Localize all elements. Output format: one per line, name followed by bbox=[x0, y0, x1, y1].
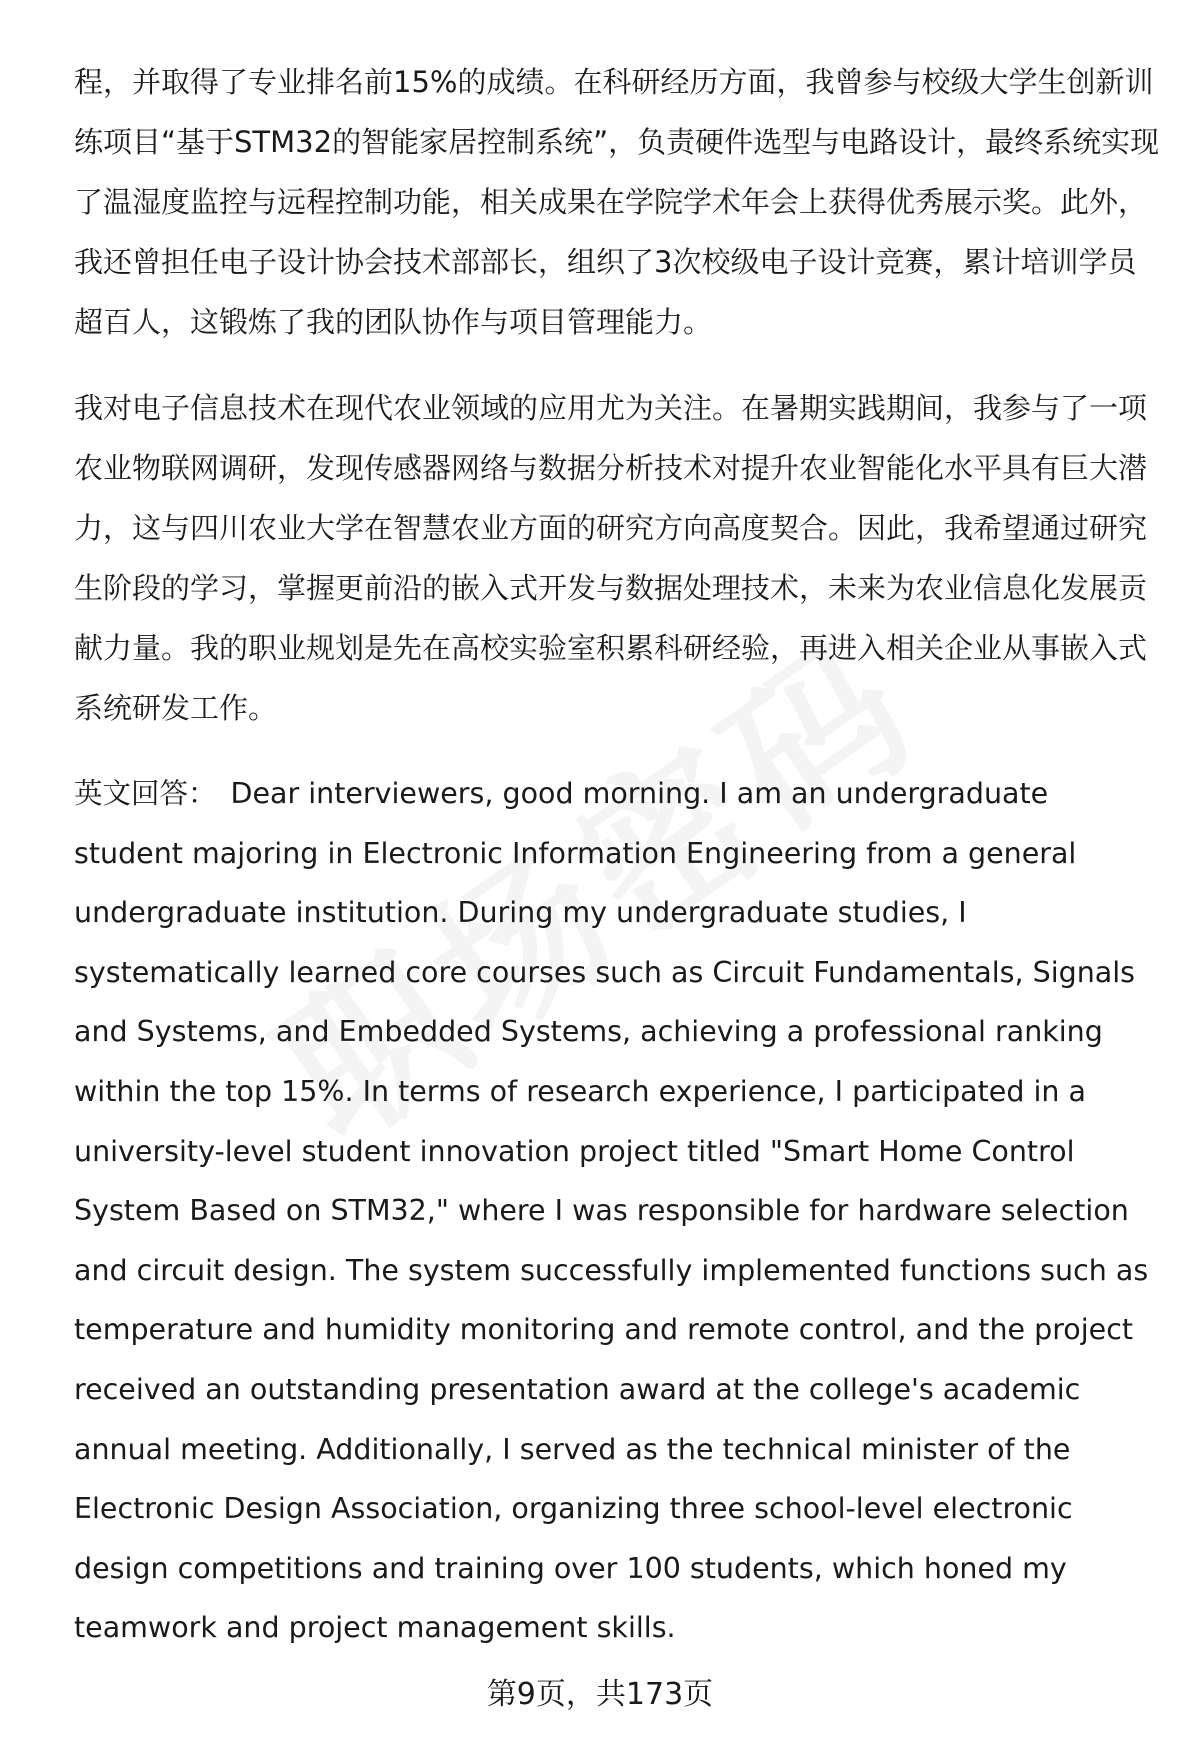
page-number-footer: 第9页，共173页 bbox=[486, 1677, 714, 1712]
english-answer-label: 英文回答： bbox=[74, 777, 217, 810]
english-answer-text: Dear interviewers, good morning. I am an undergraduate student majoring in Electronic Information Engineering from a general undergraduate institution. During my undergraduate studies, I systematically learned core courses such as Circuit Fundamentals, Signals and Systems, and Embedded Systems, achieving a professional ranking within the top 15%. In terms of research experience, I participated in a university-level student innovation project titled "Smart Home Control System Based on STM32," where I was responsible for hardware selection and circuit design. The system successfully implemented functions such as temperature and humidity monitoring and remote control, and the project received an outstanding presentation award at the college's academic annual meeting. Additionally, I served as the technical minister of the Electronic Design Association, organizing three school-level electronic design competitions and training over 100 students, which honed my teamwork and project management skills. bbox=[74, 777, 1149, 1645]
paragraph-chinese-1: 程，并取得了专业排名前15%的成绩。在科研经历方面，我曾参与校级大学生创新训练项目“基于STM32的智能家居控制系统”，负责硬件选型与电路设计，最终系统实现了温湿度监控与远程控制功能，相关成果在学院学术年会上获得优秀展示奖。此外，我还曾担任电子设计协会技术部部长，组织了3次校级电子设计竞赛，累计培训学员超百人，这锻炼了我的团队协作与项目管理能力。 bbox=[74, 65, 1160, 339]
paragraph-english-answer bbox=[74, 764, 1154, 1658]
paragraph-chinese-2: 我对电子信息技术在现代农业领域的应用尤为关注。在暑期实践期间，我参与了一项农业物联网调研，发现传感器网络与数据分析技术对提升农业智能化水平具有巨大潜力，这与四川农业大学在智慧农业方面的研究方向高度契合。因此，我希望通过研究生阶段的学习，掌握更前沿的嵌入式开发与数据处理技术，未来为农业信息化发展贡献力量。我的职业规划是先在高校实验室积累科研经验，再进入相关企业从事嵌入式系统研发工作。 bbox=[74, 391, 1148, 725]
document-body bbox=[74, 52, 1164, 1684]
